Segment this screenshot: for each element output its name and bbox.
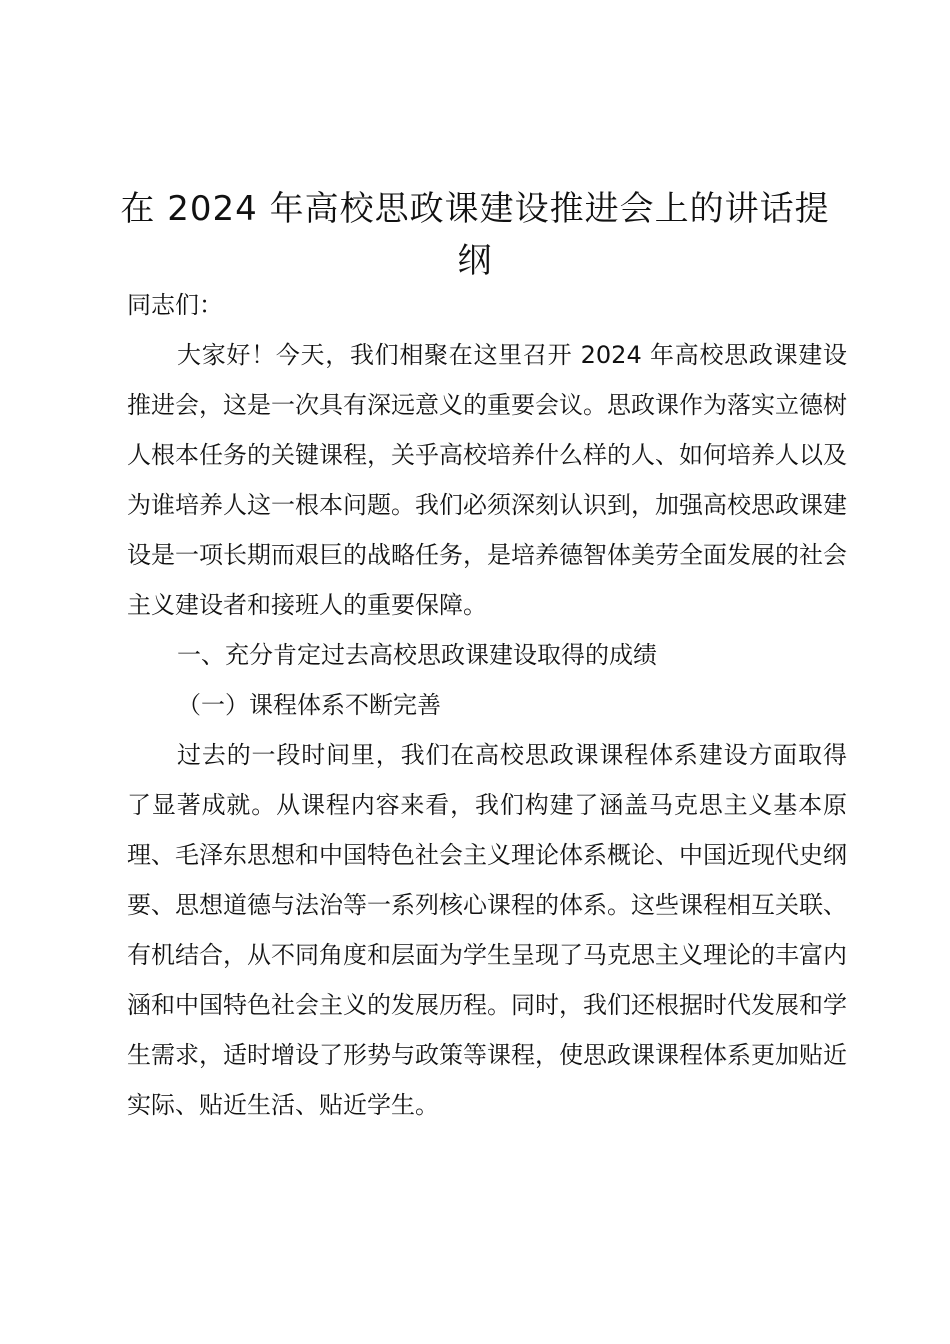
- document-title: 在 2024 年高校思政课建设推进会上的讲话提纲: [120, 189, 830, 281]
- subsection-heading-1: （一）课程体系不断完善: [177, 691, 441, 719]
- document-body: [127, 280, 847, 1130]
- salutation: 同志们：: [127, 291, 223, 319]
- body-paragraph: 过去的一段时间里，我们在高校思政课课程体系建设方面取得了显著成就。从课程内容来看，我们构建了涵盖马克思主义基本原理、毛泽东思想和中国特色社会主义理论体系概论、中国近现代史纲要、思想道德与法治等一系列核心课程的体系。这些课程相互关联、有机结合，从不同角度和层面为学生呈现了马克思主义理论的丰富内涵和中国特色社会主义的发展历程。同时，我们还根据时代发展和学生需求，适时增设了形势与政策等课程，使思政课课程体系更加贴近实际、贴近生活、贴近学生。: [127, 741, 847, 1119]
- opening-paragraph: 大家好！今天，我们相聚在这里召开 2024 年高校思政课建设推进会，这是一次具有深远意义的重要会议。思政课作为落实立德树人根本任务的关键课程，关乎高校培养什么样的人、如何培养人以及为谁培养人这一根本问题。我们必须深刻认识到，加强高校思政课建设是一项长期而艰巨的战略任务，是培养德智体美劳全面发展的社会主义建设者和接班人的重要保障。: [127, 341, 847, 619]
- section-heading-1: 一、充分肯定过去高校思政课建设取得的成绩: [177, 641, 657, 669]
